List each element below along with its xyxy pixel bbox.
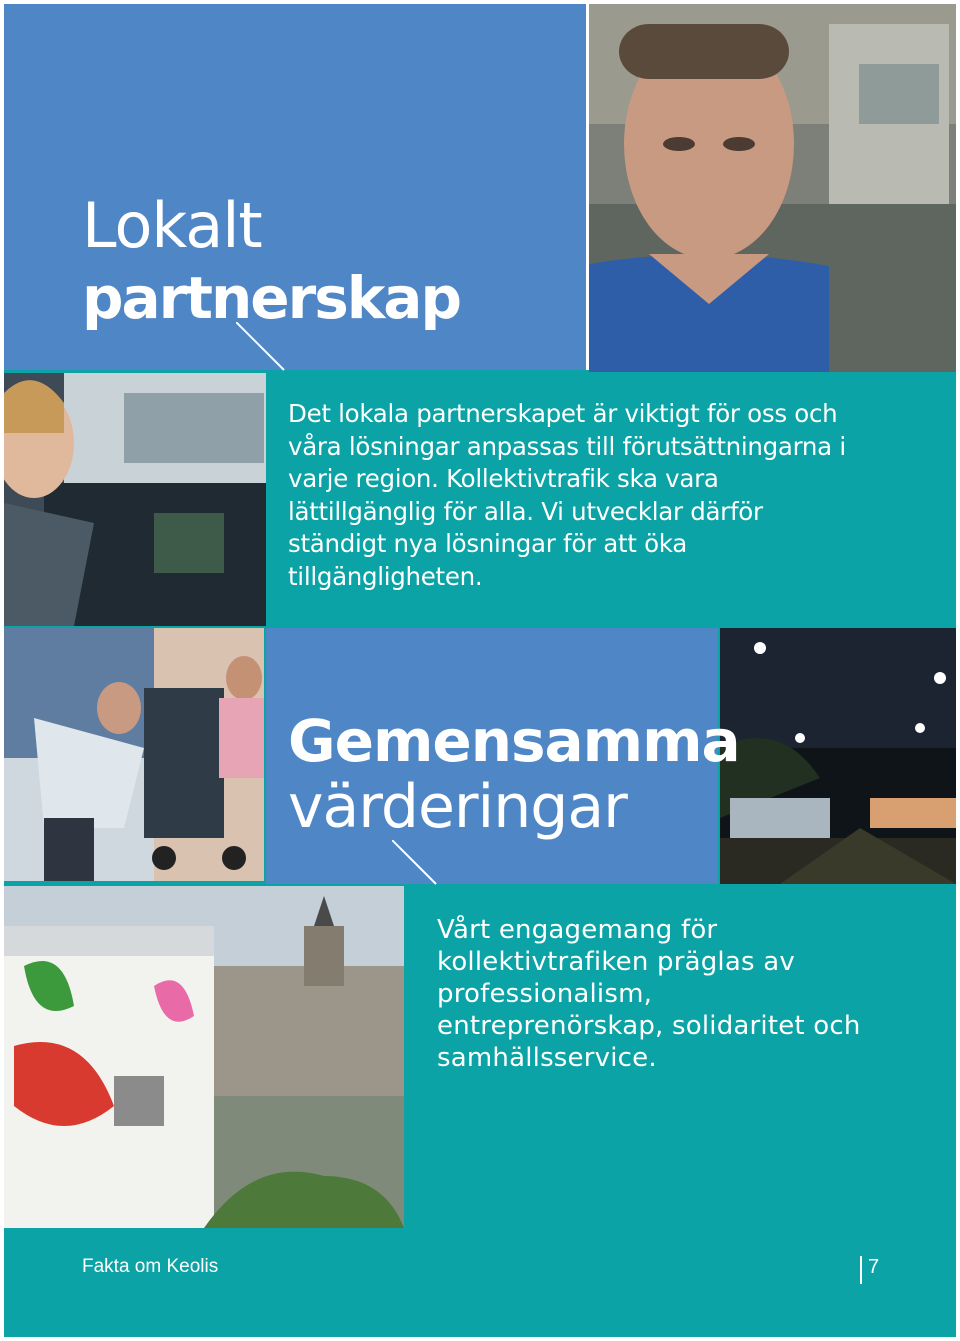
photo-tram-driver bbox=[4, 373, 266, 626]
page-title-line-2: partnerskap bbox=[82, 264, 460, 332]
photo-stroller-boarding bbox=[4, 628, 264, 881]
decorative-line-2 bbox=[392, 840, 438, 886]
photo-bus-oldtown bbox=[4, 886, 404, 1228]
values-paragraph: Vårt engagemang för kollektivtrafiken präglas av professionalism, entreprenörskap, solidaritet och samhällsservice. bbox=[437, 915, 861, 1073]
photo-mechanic bbox=[589, 4, 956, 372]
photo-night-street bbox=[720, 628, 956, 884]
page-title-line-1: Lokalt bbox=[82, 189, 262, 262]
footer-divider bbox=[860, 1256, 862, 1284]
footer-publication: Fakta om Keolis bbox=[82, 1256, 219, 1277]
page-number: 7 bbox=[868, 1256, 880, 1278]
values-heading-line-2: värderingar bbox=[288, 772, 627, 842]
values-heading-line-1: Gemensamma bbox=[288, 707, 740, 775]
intro-paragraph: Det lokala partnerskapet är viktigt för oss och våra lösningar anpassas till förutsättningarna i varje region. Kollektivtrafik ska vara lättillgänglig för alla. Vi utvecklar därför ständigt nya lösningar för att öka tillgängligheten. bbox=[288, 399, 846, 591]
